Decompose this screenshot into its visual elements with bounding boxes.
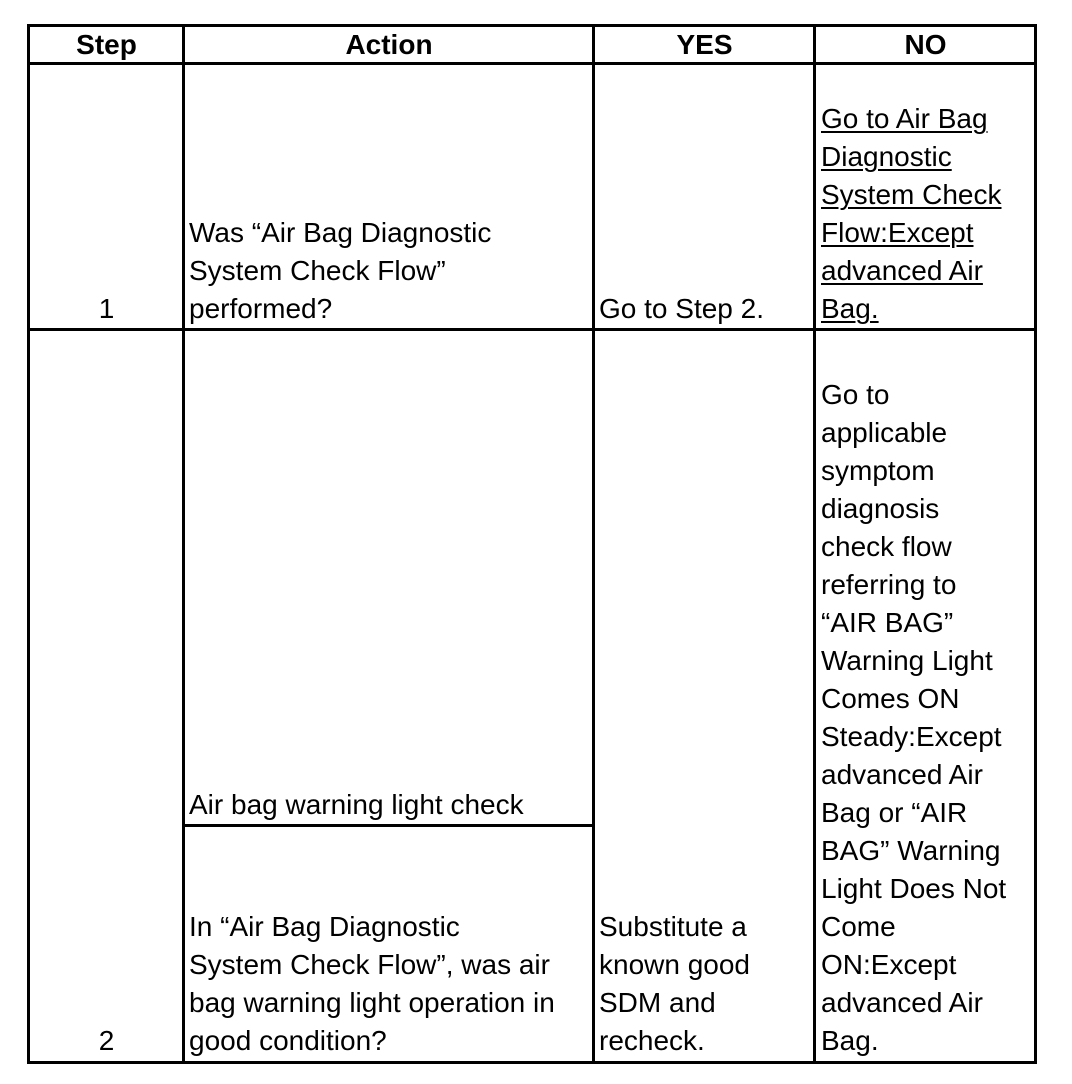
row1-yes (599, 65, 811, 328)
no-line: Steady:Except (821, 721, 1002, 752)
no-line: check flow (821, 531, 952, 562)
no-line: Bag or “AIR (821, 797, 968, 828)
row2-action-title (189, 331, 589, 824)
no-line: advanced Air (821, 987, 983, 1018)
no-line: Comes ON (821, 683, 960, 714)
row1-no-link[interactable] (821, 65, 1033, 328)
no-link-line[interactable]: Go to Air Bag (821, 103, 988, 134)
action-line: System Check Flow”, was air (189, 949, 550, 980)
row2-step (30, 331, 183, 1060)
no-line: symptom (821, 455, 935, 486)
no-link-line[interactable]: Diagnostic (821, 141, 952, 172)
no-line: Light Does Not (821, 873, 1007, 904)
no-link-line[interactable]: Bag. (821, 293, 879, 324)
row2-no (821, 331, 1033, 1060)
no-line: Bag. (821, 1025, 879, 1056)
action-line: bag warning light operation in (189, 987, 555, 1018)
action-line: System Check Flow” (189, 255, 446, 286)
header-yes: YES (676, 29, 733, 60)
no-line: Come (821, 911, 896, 942)
step-number: 1 (98, 293, 115, 324)
yes-line: recheck. (599, 1025, 705, 1056)
no-link-line[interactable]: advanced Air (821, 255, 983, 286)
action-line: Was “Air Bag Diagnostic (189, 217, 492, 248)
header-no: NO (904, 29, 947, 60)
row1-step (30, 65, 183, 328)
action-line: In “Air Bag Diagnostic (189, 911, 460, 942)
header-step: Step (76, 29, 137, 60)
no-line: applicable (821, 417, 948, 448)
row1-action (189, 65, 589, 328)
no-link-line[interactable]: Flow:Except (821, 217, 974, 248)
step-number: 2 (98, 1025, 115, 1056)
action-line: good condition? (189, 1025, 387, 1056)
no-line: advanced Air (821, 759, 983, 790)
yes-line: Go to Step 2. (599, 293, 764, 324)
no-line: “AIR BAG” (821, 607, 954, 638)
yes-line: known good (599, 949, 751, 980)
row2-yes (599, 331, 811, 1060)
yes-line: Substitute a (599, 911, 747, 942)
no-line: referring to (821, 569, 957, 600)
no-link-line[interactable]: System Check (821, 179, 1002, 210)
no-line: Go to (821, 379, 890, 410)
action-line: performed? (189, 293, 333, 324)
header-action: Action (345, 29, 433, 60)
no-line: ON:Except (821, 949, 957, 980)
yes-line: SDM and (599, 987, 716, 1018)
no-line: Warning Light (821, 645, 993, 676)
no-line: BAG” Warning (821, 835, 1001, 866)
row2-action (189, 827, 593, 1060)
no-line: diagnosis (821, 493, 940, 524)
action-title-line: Air bag warning light check (189, 789, 524, 820)
